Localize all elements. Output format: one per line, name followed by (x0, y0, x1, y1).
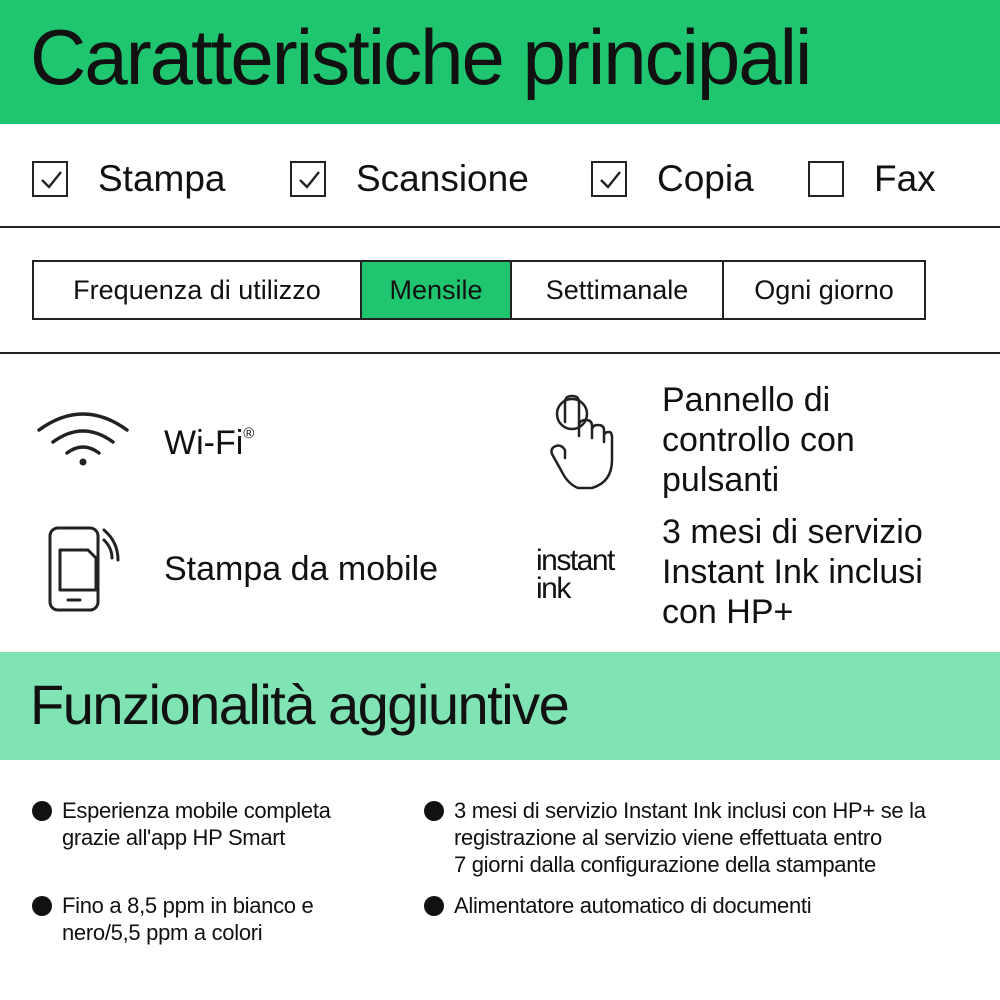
feature-instant-ink (534, 512, 923, 632)
mobile-print-icon (48, 526, 120, 612)
extra-band (0, 652, 1000, 760)
checkbox-stampa (32, 161, 68, 197)
bullet-line: registrazione al servizio viene effettuata entro (454, 825, 882, 850)
bullet-text (62, 797, 331, 851)
checkmark-icon (597, 167, 623, 193)
checkbox-copia (591, 161, 627, 197)
function-label: Copia (657, 158, 754, 199)
usage-option-ogni-giorno: Ogni giorno (722, 262, 924, 318)
feature-ink-line: 3 mesi di servizio (662, 513, 923, 551)
divider (0, 226, 1000, 228)
function-stampa (32, 158, 226, 200)
divider (0, 352, 1000, 354)
page-title: Caratteristiche principali (30, 13, 811, 101)
header-band (0, 0, 1000, 124)
bullet-item (32, 797, 331, 851)
bullet-line: Alimentatore automatico di documenti (454, 893, 812, 918)
feature-wifi-label: Wi-Fi® (164, 423, 255, 462)
bullet-dot (32, 801, 52, 821)
function-scansione (290, 158, 529, 200)
bullet-item (424, 797, 926, 878)
instant-ink-logo (534, 534, 630, 614)
bullet-dot (424, 896, 444, 916)
bullet-item (424, 892, 811, 919)
feature-ink-line: Instant Ink inclusi (662, 553, 923, 591)
function-label: Scansione (356, 158, 529, 199)
feature-panel-line: pulsanti (662, 461, 780, 499)
bullet-line: grazie all'app HP Smart (62, 825, 286, 850)
function-label: Fax (874, 158, 936, 199)
function-fax (808, 158, 936, 200)
bullet-line: nero/5,5 ppm a colori (62, 920, 263, 945)
feature-control-panel (548, 380, 855, 500)
bullet-dot (424, 801, 444, 821)
feature-mobile-print (48, 526, 438, 612)
usage-label: Frequenza di utilizzo (73, 274, 321, 305)
touch-hand-icon (548, 392, 614, 490)
bullet-text (62, 892, 313, 946)
feature-instant-ink-text (662, 512, 923, 632)
bullet-line: Fino a 8,5 ppm in bianco e (62, 893, 314, 918)
usage-option-mensile: Mensile (360, 262, 510, 318)
function-label: Stampa (98, 158, 226, 199)
functions-checklist (0, 124, 1000, 228)
svg-text:ink: ink (536, 572, 570, 605)
bullet-dot (32, 896, 52, 916)
feature-ink-line: con HP+ (662, 593, 794, 631)
feature-wifi (36, 410, 254, 466)
bullet-text (454, 797, 926, 878)
bullet-text (454, 892, 811, 919)
usage-option-settimanale: Settimanale (510, 262, 722, 318)
bullet-item (32, 892, 313, 946)
checkmark-icon (38, 167, 64, 193)
feature-panel-line: Pannello di (662, 381, 831, 419)
usage-frequency-bar (32, 260, 926, 320)
bullet-line: 7 giorni dalla configurazione della stampante (454, 852, 876, 877)
bullet-line: Esperienza mobile completa (62, 798, 331, 823)
checkbox-scansione (290, 161, 326, 197)
feature-mobile-label: Stampa da mobile (164, 550, 439, 588)
checkmark-icon (296, 167, 322, 193)
bullet-line: 3 mesi di servizio Instant Ink inclusi con HP+ se la (454, 798, 926, 823)
function-copia (591, 158, 754, 200)
feature-panel-line: controllo con (662, 421, 855, 459)
feature-panel-text (662, 380, 855, 500)
svg-text:instant: instant (536, 544, 614, 577)
wifi-icon (36, 410, 130, 466)
extra-title: Funzionalità aggiuntive (30, 673, 569, 736)
checkbox-fax (808, 161, 844, 197)
